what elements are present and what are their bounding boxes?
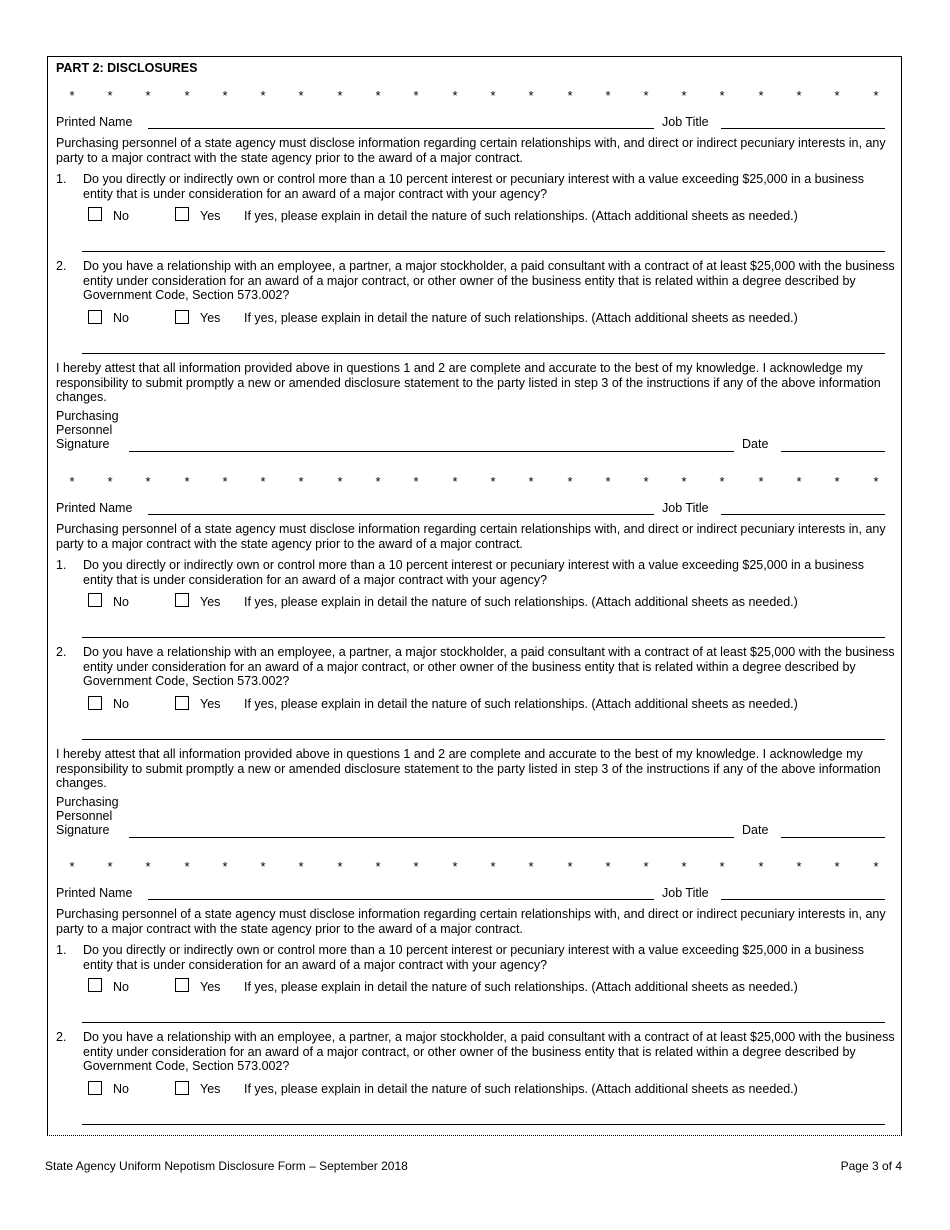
separator-star: * [222,859,228,874]
separator-star: * [452,474,458,489]
question-1-yes-checkbox[interactable] [175,978,189,992]
question-1-number: 1. [56,943,67,957]
question-2-yes-label: Yes [200,697,221,711]
separator-star: * [681,859,687,874]
separator-star: * [69,88,75,103]
question-1-yes-label: Yes [200,980,221,994]
date-field[interactable] [781,451,885,452]
separator-star: * [758,88,764,103]
question-2-text: Do you have a relationship with an employee, a partner, a major stockholder, a paid consultant with a contract of at least $25,000 with the business entity under consideration for an award of a major contract, or other owner of the business entity that is related within a degree described by Government Code, Section 573.002? [83,645,895,688]
separator-star: * [605,859,611,874]
printed-name-label: Printed Name [56,886,133,900]
question-1-no-checkbox[interactable] [88,593,102,607]
printed-name-label: Printed Name [56,115,133,129]
separator-star: * [528,474,534,489]
intro-text: Purchasing personnel of a state agency must disclose information regarding certain relationships with, and direct or indirect pecuniary interests in, any party to a major contract with the state agency prior to the award of a major contract. [56,907,886,936]
question-1-text: Do you directly or indirectly own or control more than a 10 percent interest or pecuniary interest with a value exceeding $25,000 in a business entity that is under consideration for an award of a major contract with your agency? [83,172,864,201]
question-1-explain-text: If yes, please explain in detail the nature of such relationships. (Attach additional sheets as needed.) [244,980,798,994]
separator-star: * [758,474,764,489]
question-2-explain-text: If yes, please explain in detail the nature of such relationships. (Attach additional sheets as needed.) [244,311,798,325]
separator-star: * [145,88,151,103]
separator-star: * [375,88,381,103]
separator-star: * [873,859,879,874]
question-1-yes-label: Yes [200,595,221,609]
question-2-yes-label: Yes [200,1082,221,1096]
separator-star: * [184,859,190,874]
separator-star: * [528,859,534,874]
intro-text: Purchasing personnel of a state agency must disclose information regarding certain relationships with, and direct or indirect pecuniary interests in, any party to a major contract with the state agency prior to the award of a major contract. [56,136,886,165]
date-label: Date [742,437,769,451]
question-1-text: Do you directly or indirectly own or control more than a 10 percent interest or pecuniary interest with a value exceeding $25,000 in a business entity that is under consideration for an award of a major contract with your agency? [83,558,864,587]
printed-name-label: Printed Name [56,501,133,515]
separator-star: * [298,859,304,874]
question-2-no-checkbox[interactable] [88,1081,102,1095]
date-label: Date [742,823,769,837]
question-2-yes-checkbox[interactable] [175,1081,189,1095]
attestation-text: I hereby attest that all information provided above in questions 1 and 2 are complete and accurate to the best of my knowledge. I acknowledge my responsibility to submit promptly a new or amended disclosure statement to the party listed in step 3 of the instructions if any of the above information changes. [56,361,881,404]
question-2-explanation-field[interactable] [82,353,885,354]
printed-name-field[interactable] [148,128,654,129]
separator-star: * [834,859,840,874]
separator-star: * [298,474,304,489]
question-1-explain-text: If yes, please explain in detail the nature of such relationships. (Attach additional sheets as needed.) [244,209,798,223]
separator-star: * [605,474,611,489]
printed-name-field[interactable] [148,899,654,900]
separator-star: * [796,88,802,103]
question-2-explanation-field[interactable] [82,1124,885,1125]
separator-star: * [719,88,725,103]
separator-star: * [107,474,113,489]
separator-star: * [452,88,458,103]
question-2-yes-checkbox[interactable] [175,696,189,710]
separator-star: * [145,474,151,489]
question-2-no-label: No [113,697,129,711]
separator-star: * [375,474,381,489]
separator-star: * [69,859,75,874]
separator-star: * [528,88,534,103]
question-1-no-checkbox[interactable] [88,207,102,221]
question-1-explanation-field[interactable] [82,637,885,638]
question-1-no-label: No [113,980,129,994]
separator-star: * [107,88,113,103]
separator-star: * [873,88,879,103]
footer-form-name: State Agency Uniform Nepotism Disclosure Form – September 2018 [45,1159,408,1173]
separator-star: * [758,859,764,874]
separator-star: * [643,474,649,489]
job-title-label: Job Title [662,501,709,515]
separator-star: * [337,859,343,874]
question-2-yes-label: Yes [200,311,221,325]
separator-star: * [260,474,266,489]
printed-name-field[interactable] [148,514,654,515]
separator-star: * [796,859,802,874]
question-1-yes-checkbox[interactable] [175,207,189,221]
question-2-no-label: No [113,1082,129,1096]
separator-star: * [567,474,573,489]
separator-star: * [184,88,190,103]
separator-star: * [107,859,113,874]
question-1-yes-checkbox[interactable] [175,593,189,607]
signature-label-line-2: Personnel [56,423,113,437]
signature-field[interactable] [129,837,734,838]
question-2-explain-text: If yes, please explain in detail the nature of such relationships. (Attach additional sheets as needed.) [244,1082,798,1096]
question-1-explanation-field[interactable] [82,1022,885,1023]
separator-star: * [490,88,496,103]
signature-label-line-1: Purchasing [56,409,119,423]
separator-star: * [69,474,75,489]
separator-star: * [337,88,343,103]
separator-star: * [681,474,687,489]
separator-star: * [605,88,611,103]
question-1-number: 1. [56,172,67,186]
job-title-field[interactable] [721,899,885,900]
question-2-no-checkbox[interactable] [88,310,102,324]
question-2-no-checkbox[interactable] [88,696,102,710]
separator-star: * [719,859,725,874]
separator-star: * [145,859,151,874]
question-2-number: 2. [56,259,67,273]
question-1-explain-text: If yes, please explain in detail the nature of such relationships. (Attach additional sheets as needed.) [244,595,798,609]
question-1-yes-label: Yes [200,209,221,223]
job-title-label: Job Title [662,115,709,129]
separator-star: * [567,859,573,874]
question-2-number: 2. [56,1030,67,1044]
question-2-text: Do you have a relationship with an employee, a partner, a major stockholder, a paid consultant with a contract of at least $25,000 with the business entity under consideration for an award of a major contract, or other owner of the business entity that is related within a degree described by Government Code, Section 573.002? [83,259,895,302]
signature-label-line-3: Signature [56,437,110,451]
question-1-no-label: No [113,595,129,609]
separator-star: * [567,88,573,103]
separator-star: * [222,88,228,103]
question-1-number: 1. [56,558,67,572]
question-1-no-label: No [113,209,129,223]
question-1-explanation-field[interactable] [82,251,885,252]
footer-page-number: Page 3 of 4 [840,1159,902,1173]
separator-star: * [298,88,304,103]
intro-text: Purchasing personnel of a state agency must disclose information regarding certain relationships with, and direct or indirect pecuniary interests in, any party to a major contract with the state agency prior to the award of a major contract. [56,522,886,551]
signature-field[interactable] [129,451,734,452]
separator-star: * [490,859,496,874]
separator-star: * [796,474,802,489]
signature-label-line-3: Signature [56,823,110,837]
part-title: PART 2: DISCLOSURES [56,61,198,75]
separator-star: * [490,474,496,489]
separator-star: * [413,88,419,103]
separator-star: * [260,859,266,874]
separator-star: * [834,474,840,489]
separator-star: * [681,88,687,103]
question-1-no-checkbox[interactable] [88,978,102,992]
separator-star: * [719,474,725,489]
question-2-explanation-field[interactable] [82,739,885,740]
date-field[interactable] [781,837,885,838]
signature-label-line-1: Purchasing [56,795,119,809]
question-1-text: Do you directly or indirectly own or control more than a 10 percent interest or pecuniary interest with a value exceeding $25,000 in a business entity that is under consideration for an award of a major contract with your agency? [83,943,864,972]
job-title-label: Job Title [662,886,709,900]
separator-star: * [452,859,458,874]
separator-star: * [375,859,381,874]
separator-star: * [643,88,649,103]
question-2-text: Do you have a relationship with an employee, a partner, a major stockholder, a paid consultant with a contract of at least $25,000 with the business entity under consideration for an award of a major contract, or other owner of the business entity that is related within a degree described by Government Code, Section 573.002? [83,1030,895,1073]
signature-label-line-2: Personnel [56,809,113,823]
job-title-field[interactable] [721,514,885,515]
separator-star: * [413,474,419,489]
job-title-field[interactable] [721,128,885,129]
question-2-number: 2. [56,645,67,659]
question-2-explain-text: If yes, please explain in detail the nature of such relationships. (Attach additional sheets as needed.) [244,697,798,711]
separator-star: * [260,88,266,103]
separator-star: * [413,859,419,874]
separator-star: * [337,474,343,489]
separator-star: * [873,474,879,489]
separator-star: * [834,88,840,103]
separator-star: * [222,474,228,489]
separator-star: * [184,474,190,489]
separator-star: * [643,859,649,874]
question-2-yes-checkbox[interactable] [175,310,189,324]
attestation-text: I hereby attest that all information provided above in questions 1 and 2 are complete and accurate to the best of my knowledge. I acknowledge my responsibility to submit promptly a new or amended disclosure statement to the party listed in step 3 of the instructions if any of the above information changes. [56,747,881,790]
question-2-no-label: No [113,311,129,325]
